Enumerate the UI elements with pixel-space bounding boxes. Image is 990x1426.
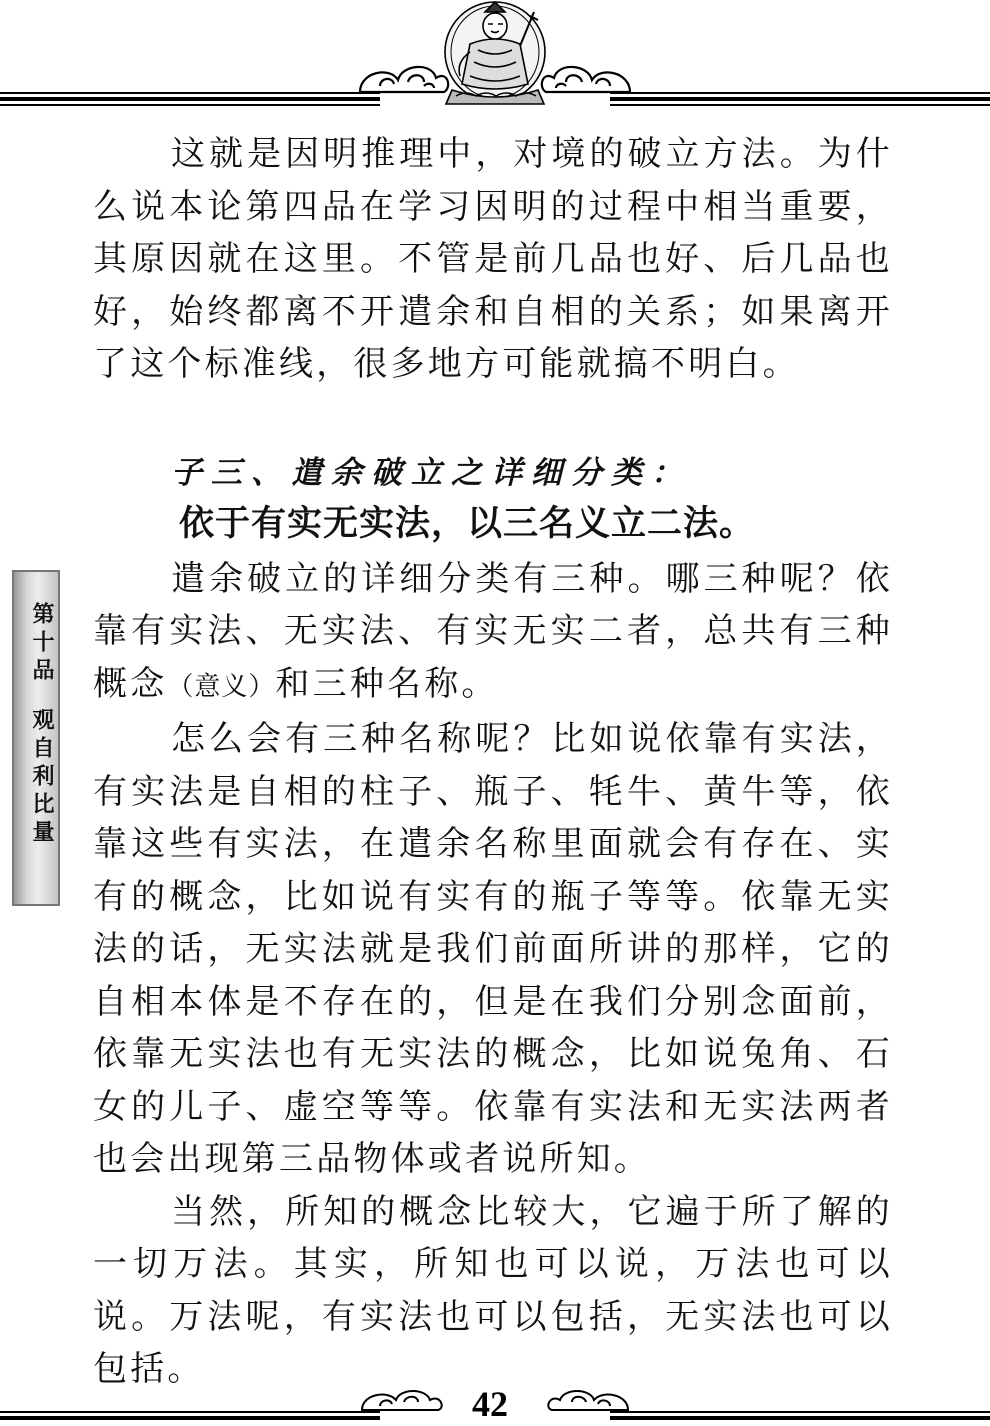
section-heading: 子三、遣余破立之详细分类： [171,454,691,491]
page-content [93,128,893,1396]
body-paragraph: 当然，所知的概念比较大，它遍于所了解的一切万法。其实，所知也可以说，万法也可以说。万法呢，有实法也可以包括，无实法也可以包括。 [93,1191,893,1389]
guru-rinpoche-figure-icon [445,2,545,104]
chapter-side-tab [12,570,60,906]
cloud-scroll-icon [362,1391,442,1410]
paragraph-text: 和三种名称。 [275,663,499,704]
body-paragraph [93,553,893,714]
cloud-scroll-icon [548,1391,628,1410]
body-paragraph: 这就是因明推理中，对境的破立方法。为什么说本论第四品在学习因明的过程中相当重要，其原因就在这里。不管是前几品也好、后几品也好，始终都离不开遣余和自相的关系；如果离开了这个标准线，很多地方可能就搞不明白。 [93,134,893,384]
body-paragraph: 怎么会有三种名称呢？比如说依靠有实法，有实法是自相的柱子、瓶子、牦牛、黄牛等，依靠这些有实法，在遣余名称里面就会有存在、实有的概念，比如说有实有的瓶子等等。依靠无实法的话，无实法就是我们前面所讲的那样，它的自相本体是不存在的，但是在我们分别念面前，依靠无实法也有无实法的概念，比如说兔角、石女的儿子、虚空等等。依靠有实法和无实法两者也会出现第三品物体或者说所知。 [93,719,893,1179]
cloud-scroll-icon [360,67,448,92]
page-header [0,0,990,112]
side-tab-chapter: 第十品 [29,602,55,686]
paragraph-text: 遣余破立的详细分类有三种。哪三种呢？依靠有实法、无实法、有实无实二者，总共有三种概念 [93,558,893,704]
paragraph-note: （意义） [167,671,276,702]
root-verse: 依于有实无实法，以三名义立二法。 [179,503,756,544]
header-ornament [0,0,990,112]
side-tab-text [14,602,58,848]
page-number: 42 [472,1384,508,1424]
side-tab-title: 观自利比量 [29,708,55,848]
cloud-scroll-icon [542,67,630,92]
